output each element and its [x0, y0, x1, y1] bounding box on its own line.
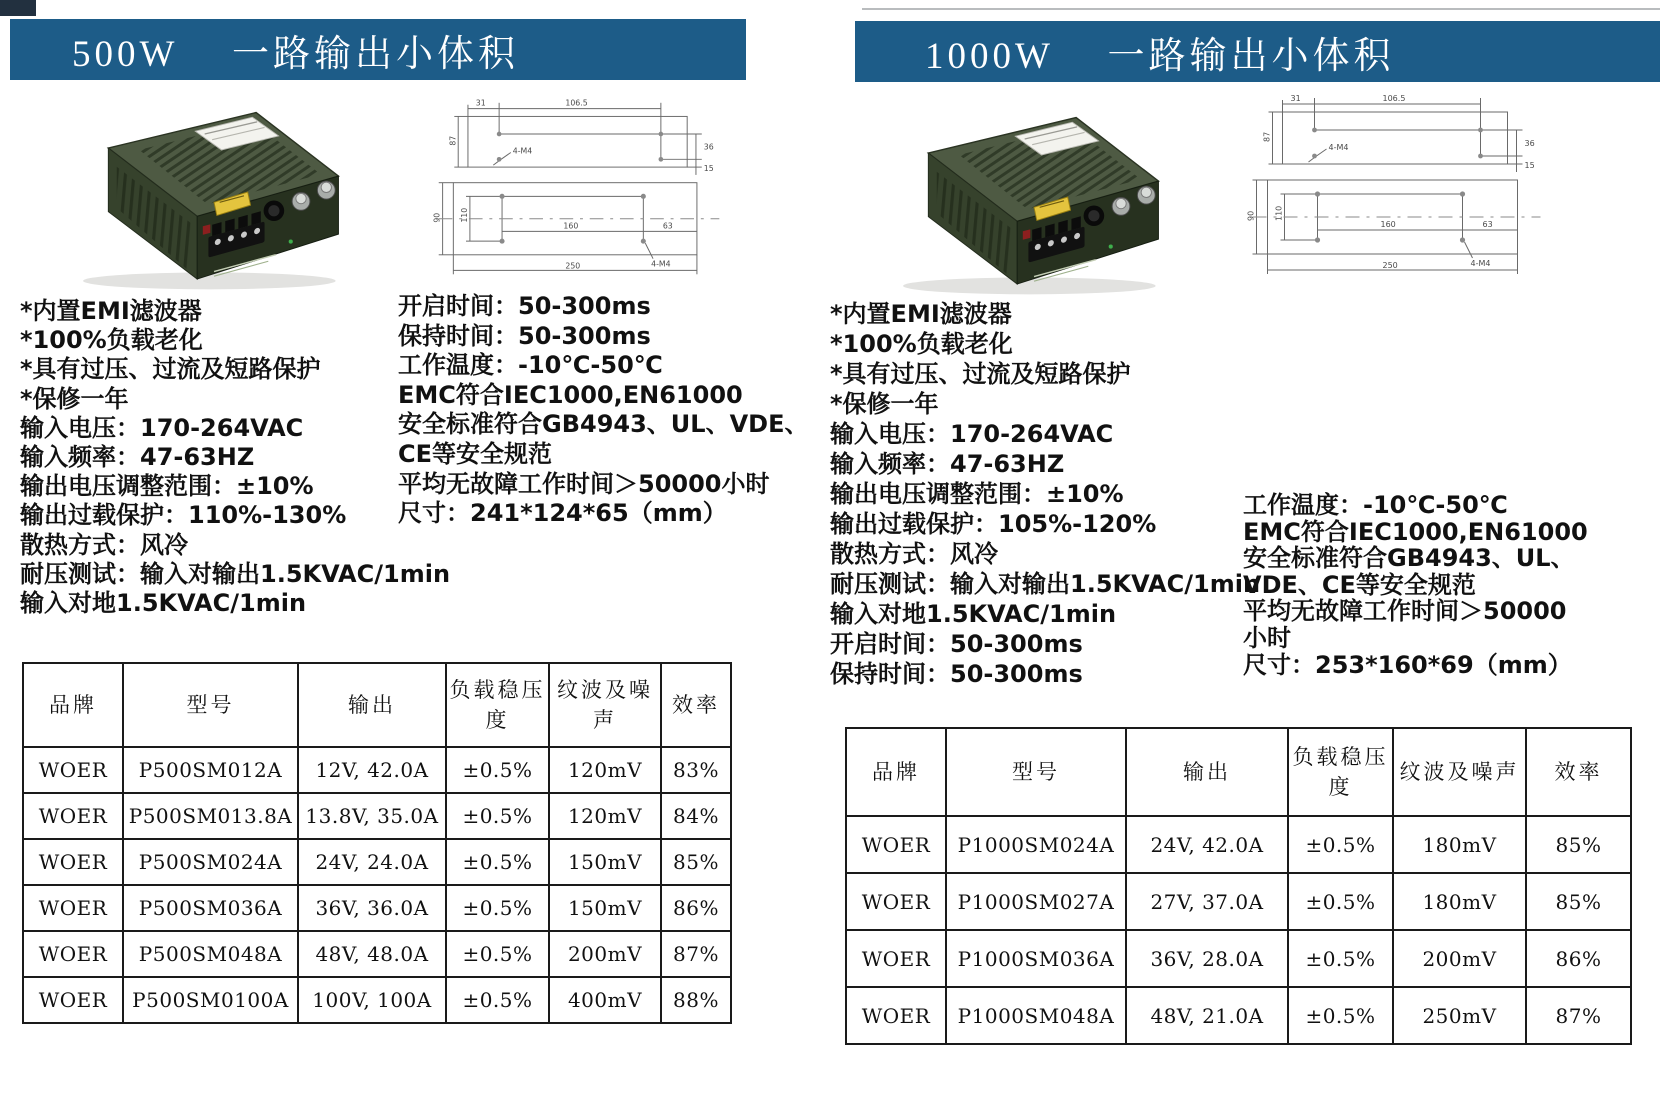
table-cell: 13.8V, 35.0A [298, 793, 446, 839]
table-row [846, 873, 1631, 930]
spec-line: EMC符合IEC1000,EN61000 [398, 380, 743, 409]
spec-line: *具有过压、过流及短路保护 [20, 355, 321, 384]
banner-title: 500W 一路输出小体积 [72, 33, 520, 75]
section-banner-1000w [855, 21, 1660, 82]
spec-list-500w-right [398, 292, 808, 529]
table-cell: ±0.5% [1288, 930, 1393, 987]
column-header: 品牌 [846, 728, 946, 816]
dim-label: 90 [432, 212, 442, 223]
column-header: 纹波及噪声 [549, 663, 661, 747]
table-cell: 150mV [549, 885, 661, 931]
table-cell: WOER [23, 885, 123, 931]
spec-line: 散热方式：风冷 [830, 540, 998, 568]
dim-label: 63 [1482, 220, 1493, 229]
table-cell: P500SM012A [123, 747, 298, 793]
table-row [23, 839, 731, 885]
dim-label: 4-M4 [651, 259, 671, 269]
table-cell: 84% [661, 793, 731, 839]
dim-label: 110 [1274, 205, 1284, 221]
table-row [846, 930, 1631, 987]
spec-line: VDE、CE等安全规范 [1243, 570, 1476, 599]
column-header: 负载稳压度 [1288, 728, 1393, 816]
table-cell: 180mV [1393, 816, 1526, 873]
table-cell: WOER [23, 839, 123, 885]
table-cell: 100V, 100A [298, 977, 446, 1023]
table-cell: 250mV [1393, 987, 1526, 1044]
spec-line: 尺寸：241*124*65（mm） [398, 499, 727, 528]
spec-line: 输出电压调整范围：±10% [20, 472, 314, 501]
spec-line: *保修一年 [20, 384, 129, 413]
table-cell: WOER [846, 816, 946, 873]
scan-corner-mark [0, 0, 36, 16]
dim-label: 4-M4 [1470, 259, 1491, 268]
dim-label: 250 [1382, 261, 1398, 270]
spec-line: 散热方式：风冷 [20, 530, 188, 559]
column-header: 型号 [946, 728, 1126, 816]
dim-label: 106.5 [565, 98, 588, 108]
spec-line: *100%负载老化 [20, 326, 203, 355]
table-cell: WOER [23, 931, 123, 977]
table-cell: 36V, 28.0A [1126, 930, 1288, 987]
spec-line: 输出过载保护：110%-130% [20, 501, 347, 530]
table-cell: WOER [846, 930, 946, 987]
table-cell: 85% [661, 839, 731, 885]
dimension-drawing-500w [405, 95, 755, 285]
table-row [23, 793, 731, 839]
column-header: 效率 [661, 663, 731, 747]
spec-list-500w-left [20, 297, 450, 618]
spec-line: 保持时间：50-300ms [398, 321, 651, 350]
table-cell: 83% [661, 747, 731, 793]
scan-line [862, 8, 1660, 10]
dim-label: 63 [662, 221, 673, 231]
table-cell: ±0.5% [446, 885, 549, 931]
column-header: 纹波及噪声 [1393, 728, 1526, 816]
table-cell: ±0.5% [446, 977, 549, 1023]
dim-label: 4-M4 [512, 146, 533, 156]
table-cell: P500SM048A [123, 931, 298, 977]
column-header: 效率 [1526, 728, 1631, 816]
table-cell: 200mV [1393, 930, 1526, 987]
dim-label: 250 [565, 261, 581, 271]
banner-title: 1000W 一路输出小体积 [925, 35, 1395, 77]
spec-list-1000w-left [830, 299, 1260, 689]
spec-line: EMC符合IEC1000,EN61000 [1243, 517, 1588, 546]
dimension-drawing-1000w [1205, 90, 1590, 285]
table-cell: 48V, 48.0A [298, 931, 446, 977]
spec-line: 开启时间：50-300ms [398, 292, 651, 320]
dim-label: 36 [703, 142, 714, 152]
table-cell: 48V, 21.0A [1126, 987, 1288, 1044]
table-row [846, 987, 1631, 1044]
table-cell: P500SM024A [123, 839, 298, 885]
table-cell: 120mV [549, 793, 661, 839]
dim-label: 31 [475, 98, 486, 108]
table-cell: ±0.5% [1288, 987, 1393, 1044]
spec-line: 平均无故障工作时间＞50000小时 [398, 469, 770, 498]
table-cell: P500SM013.8A [123, 793, 298, 839]
spec-line: 安全标准符合GB4943、UL、 [1243, 544, 1575, 573]
spec-line: *保修一年 [830, 390, 939, 418]
table-cell: P1000SM024A [946, 816, 1126, 873]
spec-line: 输出电压调整范围：±10% [830, 480, 1124, 508]
table-cell: 88% [661, 977, 731, 1023]
table-cell: P500SM0100A [123, 977, 298, 1023]
dim-label: 36 [1524, 139, 1535, 148]
table-cell: WOER [23, 793, 123, 839]
table-cell: 85% [1526, 816, 1631, 873]
table-cell: ±0.5% [446, 931, 549, 977]
table-cell: 12V, 42.0A [298, 747, 446, 793]
table-cell: 200mV [549, 931, 661, 977]
spec-line: 安全标准符合GB4943、UL、VDE、 [398, 410, 809, 439]
spec-line: *100%负载老化 [830, 330, 1013, 358]
product-photo-1000w [875, 95, 1165, 300]
spec-line: 输入对地1.5KVAC/1min [20, 589, 307, 618]
spec-line: 耐压测试：输入对输出1.5KVAC/1min [20, 559, 451, 588]
product-photo-500w [55, 90, 345, 295]
dim-label: 4-M4 [1328, 143, 1349, 152]
table-cell: 85% [1526, 873, 1631, 930]
table-cell: 87% [1526, 987, 1631, 1044]
table-cell: 27V, 37.0A [1126, 873, 1288, 930]
table-cell: WOER [846, 987, 946, 1044]
table-cell: 24V, 42.0A [1126, 816, 1288, 873]
spec-line: 尺寸：253*160*69（mm） [1243, 650, 1572, 679]
spec-line: 保持时间：50-300ms [830, 660, 1083, 688]
dim-label: 160 [563, 221, 579, 231]
spec-line: 输入电压：170-264VAC [20, 413, 304, 442]
table-cell: P500SM036A [123, 885, 298, 931]
table-cell: 400mV [549, 977, 661, 1023]
model-table-1000w [845, 727, 1632, 1045]
spec-line: 输入频率：47-63HZ [20, 443, 255, 472]
column-header: 输出 [1126, 728, 1288, 816]
spec-line: 输入频率：47-63HZ [830, 450, 1065, 478]
table-cell: P1000SM027A [946, 873, 1126, 930]
dim-label: 31 [1290, 94, 1301, 103]
table-cell: ±0.5% [446, 793, 549, 839]
column-header: 输出 [298, 663, 446, 747]
table-cell: P1000SM048A [946, 987, 1126, 1044]
spec-line: 平均无故障工作时间＞50000 [1243, 597, 1567, 626]
table-row [846, 816, 1631, 873]
table-cell: 24V, 24.0A [298, 839, 446, 885]
spec-list-1000w-right [1243, 492, 1588, 678]
spec-line: *内置EMI滤波器 [20, 297, 202, 325]
table-cell: 180mV [1393, 873, 1526, 930]
table-cell: ±0.5% [446, 747, 549, 793]
table-cell: 36V, 36.0A [298, 885, 446, 931]
spec-line: *内置EMI滤波器 [830, 300, 1012, 328]
table-cell: ±0.5% [1288, 873, 1393, 930]
table-row [23, 747, 731, 793]
table-cell: WOER [23, 747, 123, 793]
table-cell: 120mV [549, 747, 661, 793]
spec-line: 工作温度：-10℃-50℃ [1243, 491, 1508, 519]
spec-line: 小时 [1243, 623, 1291, 652]
spec-line: 输出过载保护：105%-120% [830, 510, 1157, 538]
table-header-row [846, 728, 1631, 816]
spec-line: CE等安全规范 [398, 439, 553, 468]
dim-label: 87 [1262, 131, 1272, 142]
table-row [23, 977, 731, 1023]
spec-line: 工作温度：-10℃-50℃ [398, 351, 663, 380]
dim-label: 90 [1246, 210, 1256, 221]
dim-label: 106.5 [1382, 94, 1406, 103]
spec-line: 开启时间：50-300ms [830, 630, 1083, 658]
table-cell: P1000SM036A [946, 930, 1126, 987]
table-header-row [23, 663, 731, 747]
column-header: 品牌 [23, 663, 123, 747]
column-header: 负载稳压度 [446, 663, 549, 747]
table-row [23, 885, 731, 931]
table-row [23, 931, 731, 977]
table-cell: 86% [1526, 930, 1631, 987]
column-header: 型号 [123, 663, 298, 747]
table-cell: 150mV [549, 839, 661, 885]
dim-label: 110 [459, 207, 469, 223]
table-cell: ±0.5% [1288, 816, 1393, 873]
spec-line: 输入对地1.5KVAC/1min [830, 600, 1117, 628]
spec-line: 输入电压：170-264VAC [830, 420, 1114, 448]
table-cell: ±0.5% [446, 839, 549, 885]
spec-line: *具有过压、过流及短路保护 [830, 360, 1131, 388]
dim-label: 15 [703, 164, 714, 173]
table-cell: WOER [23, 977, 123, 1023]
dim-label: 87 [448, 135, 458, 146]
section-banner-500w [10, 19, 746, 80]
table-cell: 87% [661, 931, 731, 977]
dim-label: 15 [1524, 161, 1535, 170]
table-cell: WOER [846, 873, 946, 930]
model-table-500w [22, 662, 732, 1024]
spec-line: 耐压测试：输入对输出1.5KVAC/1min [830, 570, 1261, 598]
table-cell: 86% [661, 885, 731, 931]
dim-label: 160 [1380, 220, 1396, 229]
